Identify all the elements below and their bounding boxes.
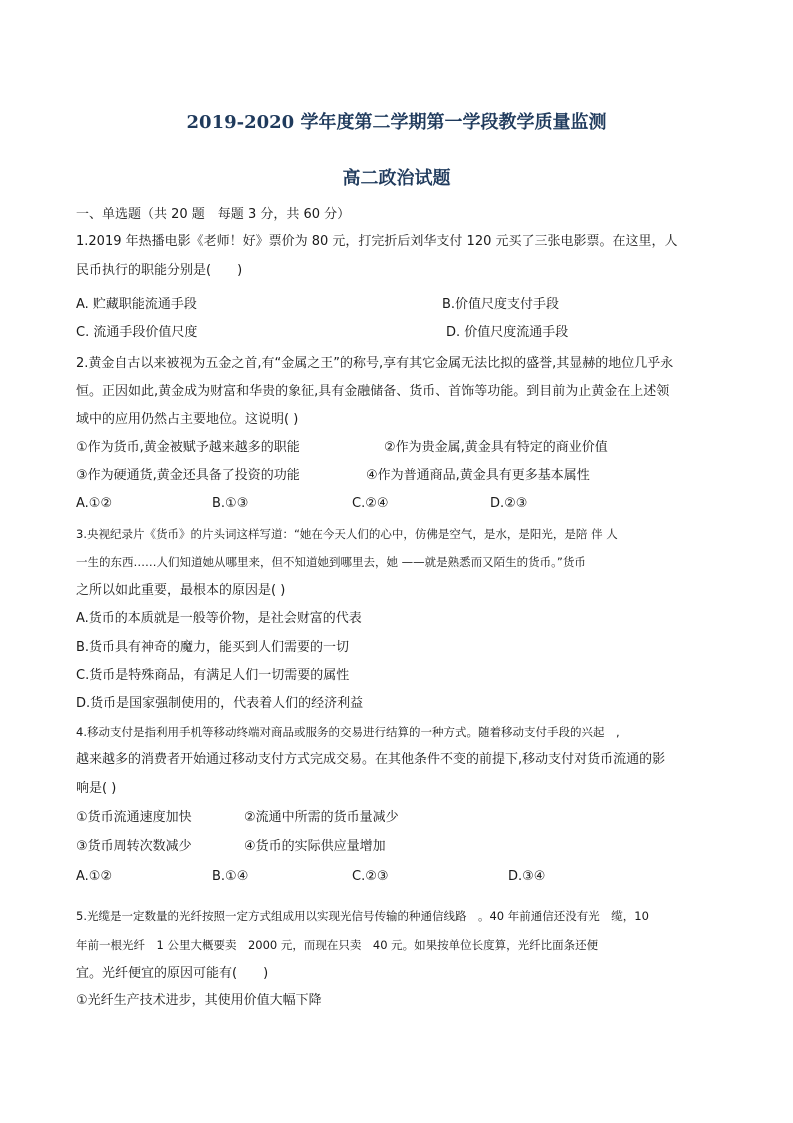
- q4-statement-2: ②流通中所需的货币量减少: [244, 810, 399, 825]
- q2-stem-line-2: 恒。正因如此,黄金成为财富和华贵的象征,具有金融储备、货币、首饰等功能。到目前为止黄金在上述领: [76, 384, 670, 399]
- q4-option-b: B.①④: [212, 869, 249, 884]
- q3-option-b: B.货币具有神奇的魔力，能买到人们需要的一切: [76, 640, 350, 655]
- q5-stem-line-3: 宜。光纤便宜的原因可能有( ): [76, 966, 269, 981]
- q4-stem-line-1: 4.移动支付是指利用手机等移动终端对商品或服务的交易进行结算的一种方式。随着移动支付手段的兴起 ,: [76, 725, 620, 739]
- q2-option-b: B.①③: [212, 496, 249, 511]
- q3-option-d: D.货币是国家强制使用的，代表着人们的经济利益: [76, 696, 364, 711]
- q5-stem-line-2: 年前一根光纤 1 公里大概要卖 2000 元，而现在只卖 40 元。如果按单位长度算，光纤比面条还便: [76, 938, 599, 952]
- q2-statement-2: ②作为贵金属,黄金具有特定的商业价值: [384, 440, 608, 455]
- q4-stem-line-2: 越来越多的消费者开始通过移动支付方式完成交易。在其他条件不变的前提下,移动支付对货币流通的影: [76, 752, 666, 767]
- q1-option-c: C. 流通手段价值尺度: [76, 325, 198, 340]
- exam-title: 2019-2020 学年度第二学期第一学段教学质量监测: [186, 112, 607, 133]
- q1-stem-line-1: 1.2019 年热播电影《老师！好》票价为 80 元，打完折后刘华支付 120 元买了三张电影票。在这里，人: [76, 234, 678, 249]
- q2-statement-3: ③作为硬通货,黄金还具备了投资的功能: [76, 468, 300, 483]
- q1-option-d: D. 价值尺度流通手段: [446, 325, 569, 340]
- q3-option-c: C.货币是特殊商品，有满足人们一切需要的属性: [76, 668, 350, 683]
- q2-stem-line-1: 2.黄金自古以来被视为五金之首,有“金属之王”的称号,享有其它金属无法比拟的盛誉,其显赫的地位几乎永: [76, 356, 674, 371]
- q2-option-d: D.②③: [490, 496, 528, 511]
- q1-option-b: B.价值尺度支付手段: [442, 297, 560, 312]
- q2-stem-line-3: 域中的应用仍然占主要地位。这说明( ): [76, 412, 299, 427]
- q4-stem-line-3: 响是( ): [76, 781, 117, 796]
- q3-stem-line-3: 之所以如此重要，最根本的原因是( ): [76, 583, 286, 598]
- q1-stem-line-2: 民币执行的职能分别是( ): [76, 263, 243, 278]
- q1-option-a: A. 贮藏职能流通手段: [76, 297, 197, 312]
- q2-statement-4: ④作为普通商品,黄金具有更多基本属性: [366, 468, 590, 483]
- q4-statement-3: ③货币周转次数减少: [76, 839, 192, 854]
- q3-stem-line-2: 一生的东西……人们知道她从哪里来，但不知道她到哪里去，她 ——就是熟悉而又陌生的货币。”货币: [76, 555, 586, 569]
- q4-option-c: C.②③: [352, 869, 389, 884]
- q2-option-c: C.②④: [352, 496, 389, 511]
- q2-option-a: A.①②: [76, 496, 113, 511]
- q4-option-a: A.①②: [76, 869, 113, 884]
- exam-subtitle: 高二政治试题: [342, 168, 451, 189]
- section-header: 一、单选题（共 20 题 每题 3 分，共 60 分）: [76, 207, 351, 222]
- q5-stem-line-1: 5.光缆是一定数量的光纤按照一定方式组成用以实现光信号传输的种通信线路 。40 年前通信还没有光 缆，10: [76, 909, 649, 923]
- q4-statement-1: ①货币流通速度加快: [76, 810, 192, 825]
- q4-option-d: D.③④: [508, 869, 546, 884]
- q4-statement-4: ④货币的实际供应量增加: [244, 839, 386, 854]
- q5-statement-1: ①光纤生产技术进步，其使用价值大幅下降: [76, 993, 322, 1008]
- q3-stem-line-1: 3.央视纪录片《货币》的片头词这样写道：“她在今天人们的心中，仿佛是空气，是水，是阳光，是陪 伴 人: [76, 527, 618, 541]
- q3-option-a: A.货币的本质就是一般等价物，是社会财富的代表: [76, 611, 362, 626]
- q2-statement-1: ①作为货币,黄金被赋予越来越多的职能: [76, 440, 300, 455]
